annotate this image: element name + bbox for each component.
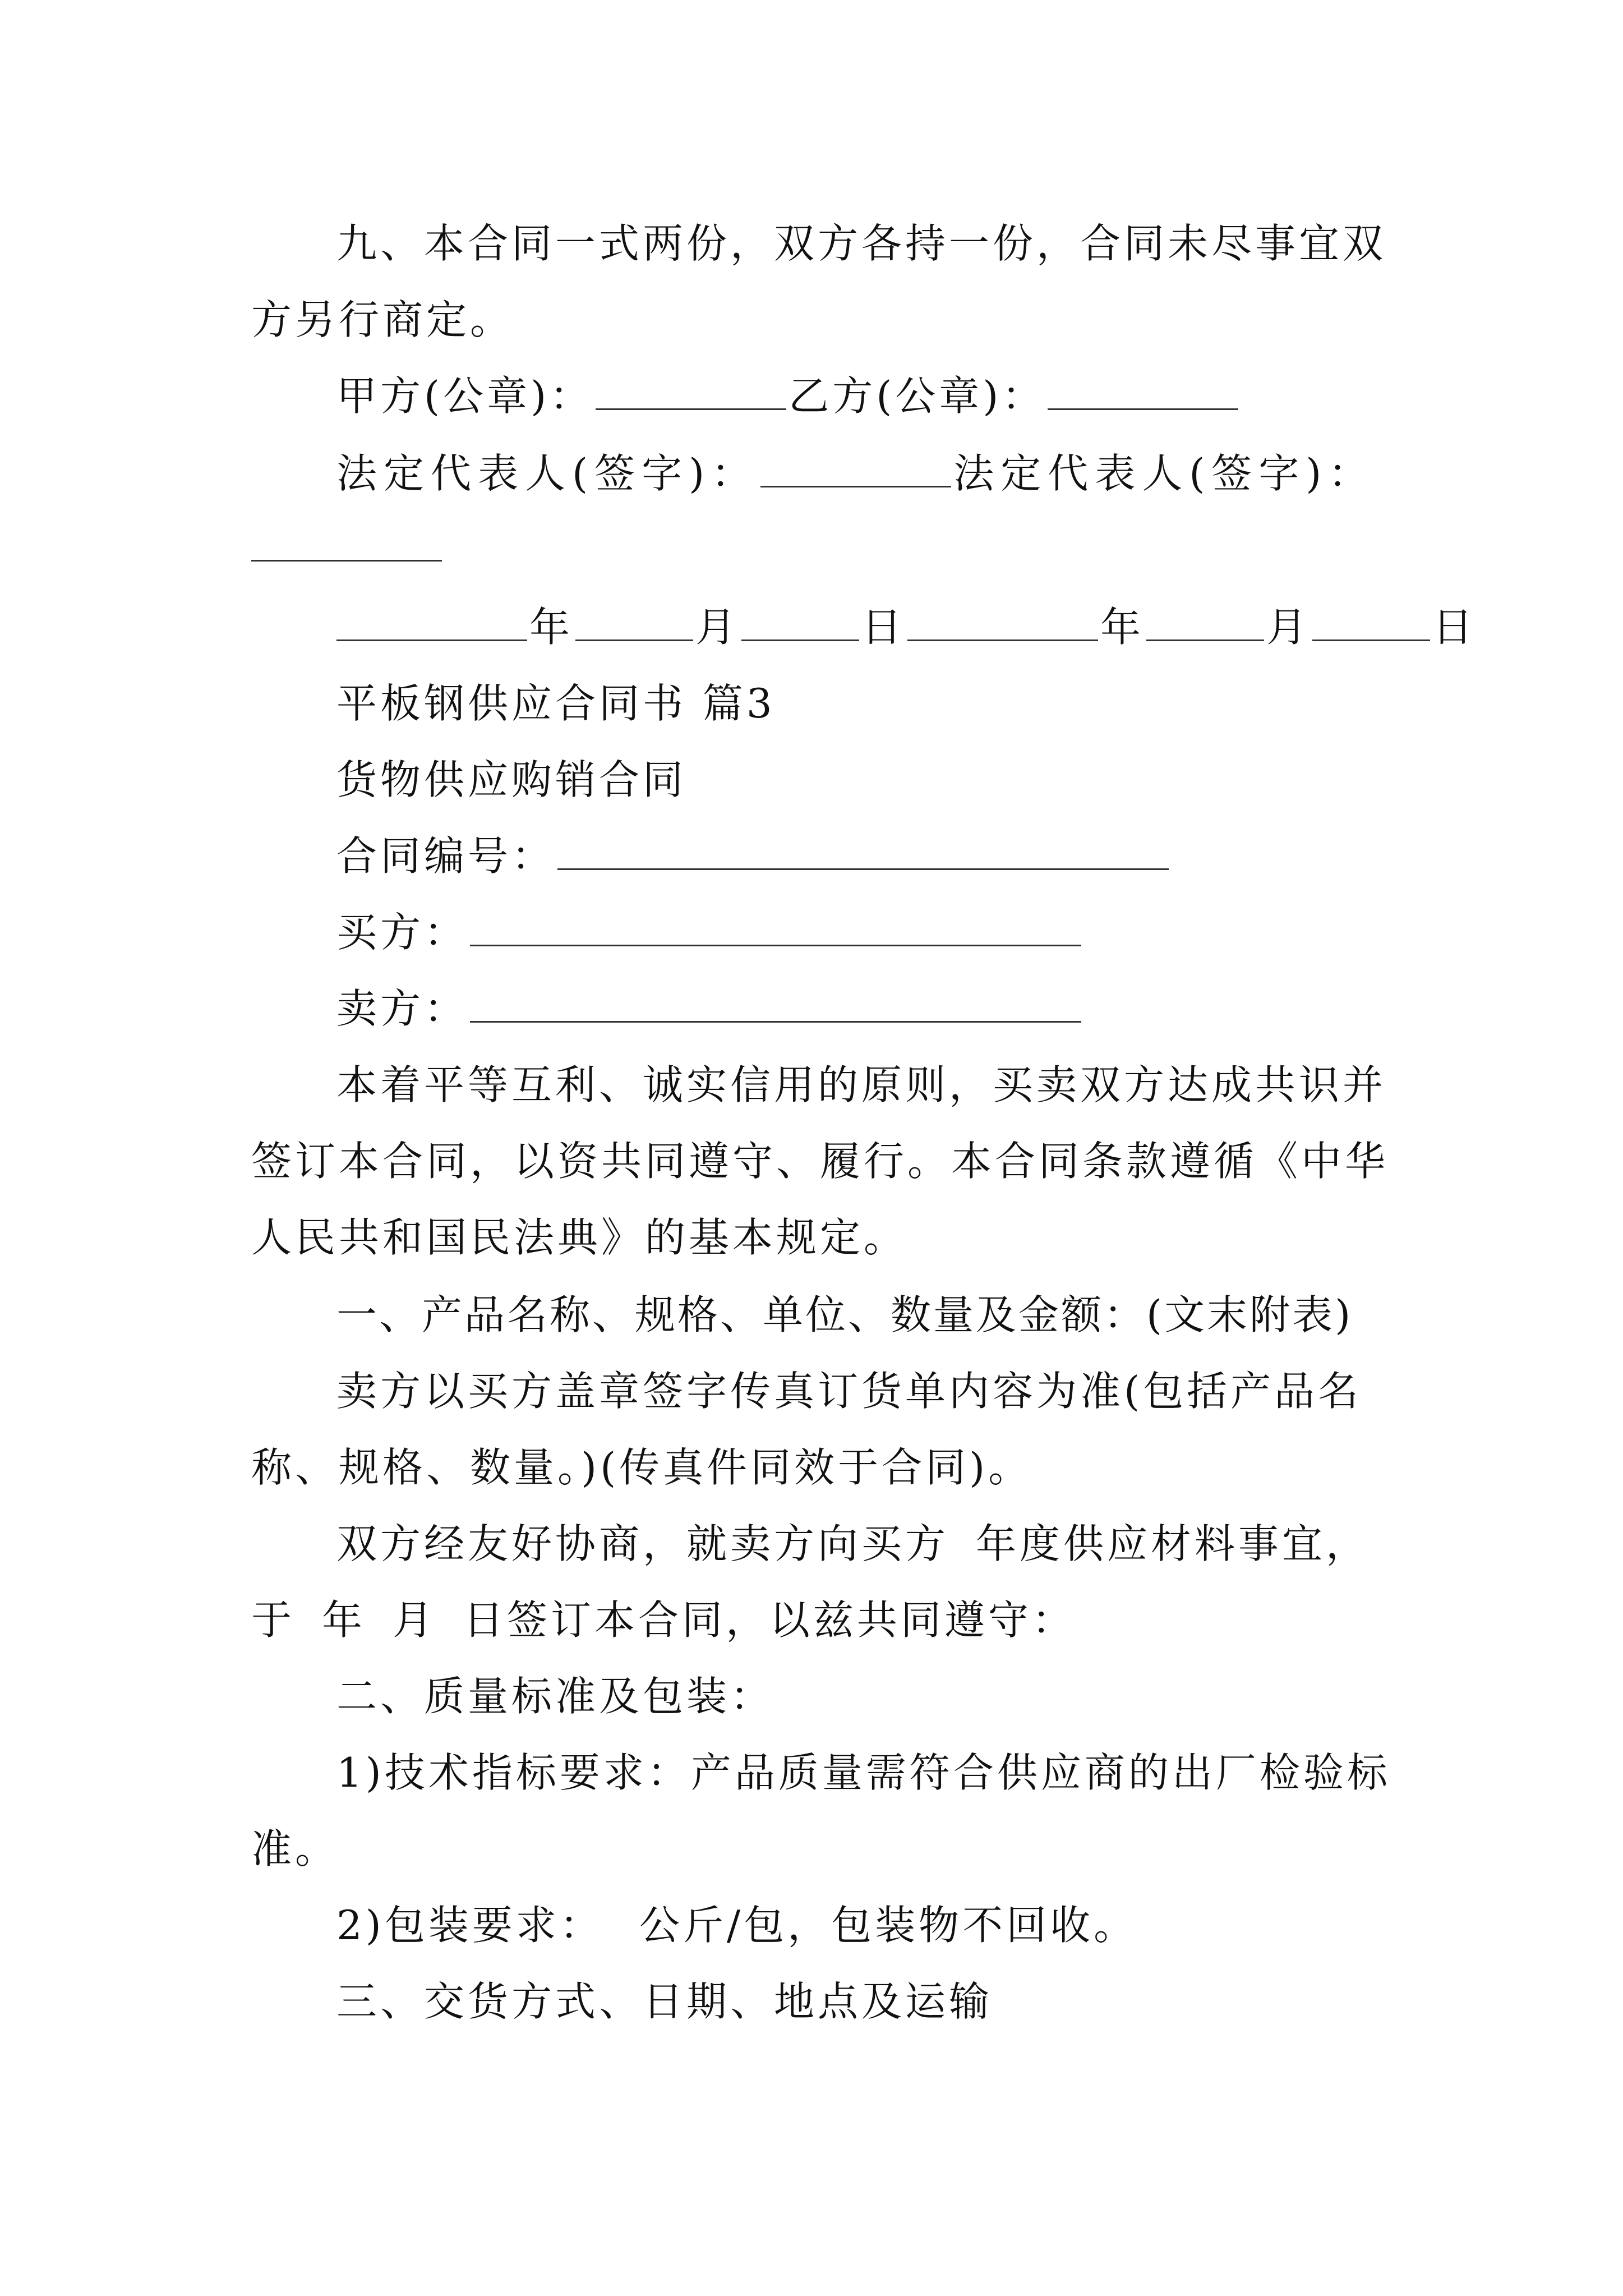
item-one-line-1: 卖方以买方盖章签字传真订货单内容为准(包括产品名 xyxy=(336,1368,1362,1415)
party-a-month-label: 月 xyxy=(695,604,740,651)
party-a-rep-label: 法定代表人(签字)： xyxy=(336,450,759,497)
consult-line-1 xyxy=(336,1520,1370,1567)
party-a-day-blank xyxy=(741,607,859,641)
party-b-rep-label: 法定代表人(签字)： xyxy=(953,450,1376,497)
date-line xyxy=(336,604,1477,651)
party-a-rep-blank xyxy=(760,453,951,487)
party-a-day-label: 日 xyxy=(861,604,906,651)
party-a-year-label: 年 xyxy=(529,604,574,651)
seller-blank xyxy=(470,988,1081,1023)
party-a-seal-blank xyxy=(596,376,786,410)
party-a-seal-label: 甲方(公章)： xyxy=(336,372,594,420)
seller-label: 卖方： xyxy=(336,985,468,1032)
item-one-title: 一、产品名称、规格、单位、数量及金额：(文末附表) xyxy=(336,1291,1353,1338)
party-b-rep-blank xyxy=(251,527,442,562)
consult-line-2 xyxy=(251,1596,1076,1644)
item-one-line-2: 称、规格、数量。)(传真件同效于合同)。 xyxy=(251,1444,1032,1491)
intro-line-2: 签订本合同，以资共同遵守、履行。本合同条款遵循《中华 xyxy=(251,1138,1389,1185)
seal-line xyxy=(336,372,1241,420)
intro-line-1: 本着平等互利、诚实信用的原则，买卖双方达成共识并 xyxy=(336,1061,1387,1108)
intro-line-3: 人民共和国民法典》的基本规定。 xyxy=(251,1214,908,1261)
contract-number-label: 合同编号： xyxy=(336,832,556,880)
item-two-1-line-2: 准。 xyxy=(251,1825,339,1872)
party-b-rep-blank-line xyxy=(251,527,444,568)
consult-yu: 于 xyxy=(251,1596,296,1644)
party-b-seal-blank xyxy=(1048,376,1238,410)
contract-number-blank xyxy=(557,836,1169,870)
section-title: 平板钢供应合同书 篇3 xyxy=(336,680,776,727)
buyer-line xyxy=(336,909,1083,956)
buyer-label: 买方： xyxy=(336,909,468,956)
party-b-year-label: 年 xyxy=(1100,604,1145,651)
clause-nine-line-1: 九、本合同一式两份，双方各持一份，合同未尽事宜双 xyxy=(336,220,1387,267)
item-two-2-line xyxy=(336,1902,1138,1949)
contract-title: 货物供应购销合同 xyxy=(336,756,687,803)
party-a-year-blank xyxy=(336,607,527,641)
party-b-year-blank xyxy=(907,607,1098,641)
consult-text-b: 年度供应材料事宜， xyxy=(976,1520,1370,1567)
item-two-1-line-1: 1)技术指标要求：产品质量需符合供应商的出厂检验标 xyxy=(336,1749,1391,1796)
contract-number-line xyxy=(336,832,1171,880)
item-three-title: 三、交货方式、日期、地点及运输 xyxy=(336,1978,993,2025)
consult-text-a: 双方经友好协商，就卖方向买方 xyxy=(336,1520,949,1567)
seller-line xyxy=(336,985,1083,1032)
consult-month: 月 xyxy=(393,1596,437,1644)
party-b-month-blank xyxy=(1146,607,1264,641)
packaging-label: 2)包装要求： xyxy=(336,1902,603,1949)
party-b-month-label: 月 xyxy=(1266,604,1311,651)
clause-nine-line-2: 方另行商定。 xyxy=(251,296,514,343)
buyer-blank xyxy=(470,912,1081,946)
party-a-month-blank xyxy=(575,607,693,641)
representative-line xyxy=(336,450,1376,497)
consult-year: 年 xyxy=(322,1596,366,1644)
item-two-title: 二、质量标准及包装： xyxy=(336,1673,774,1720)
party-b-day-blank xyxy=(1312,607,1430,641)
consult-day-text: 日签订本合同，以兹共同遵守： xyxy=(463,1596,1076,1644)
party-b-day-label: 日 xyxy=(1432,604,1477,651)
packaging-text: 公斤/包，包装物不回收。 xyxy=(639,1902,1138,1949)
party-b-seal-label: 乙方(公章)： xyxy=(789,372,1046,420)
